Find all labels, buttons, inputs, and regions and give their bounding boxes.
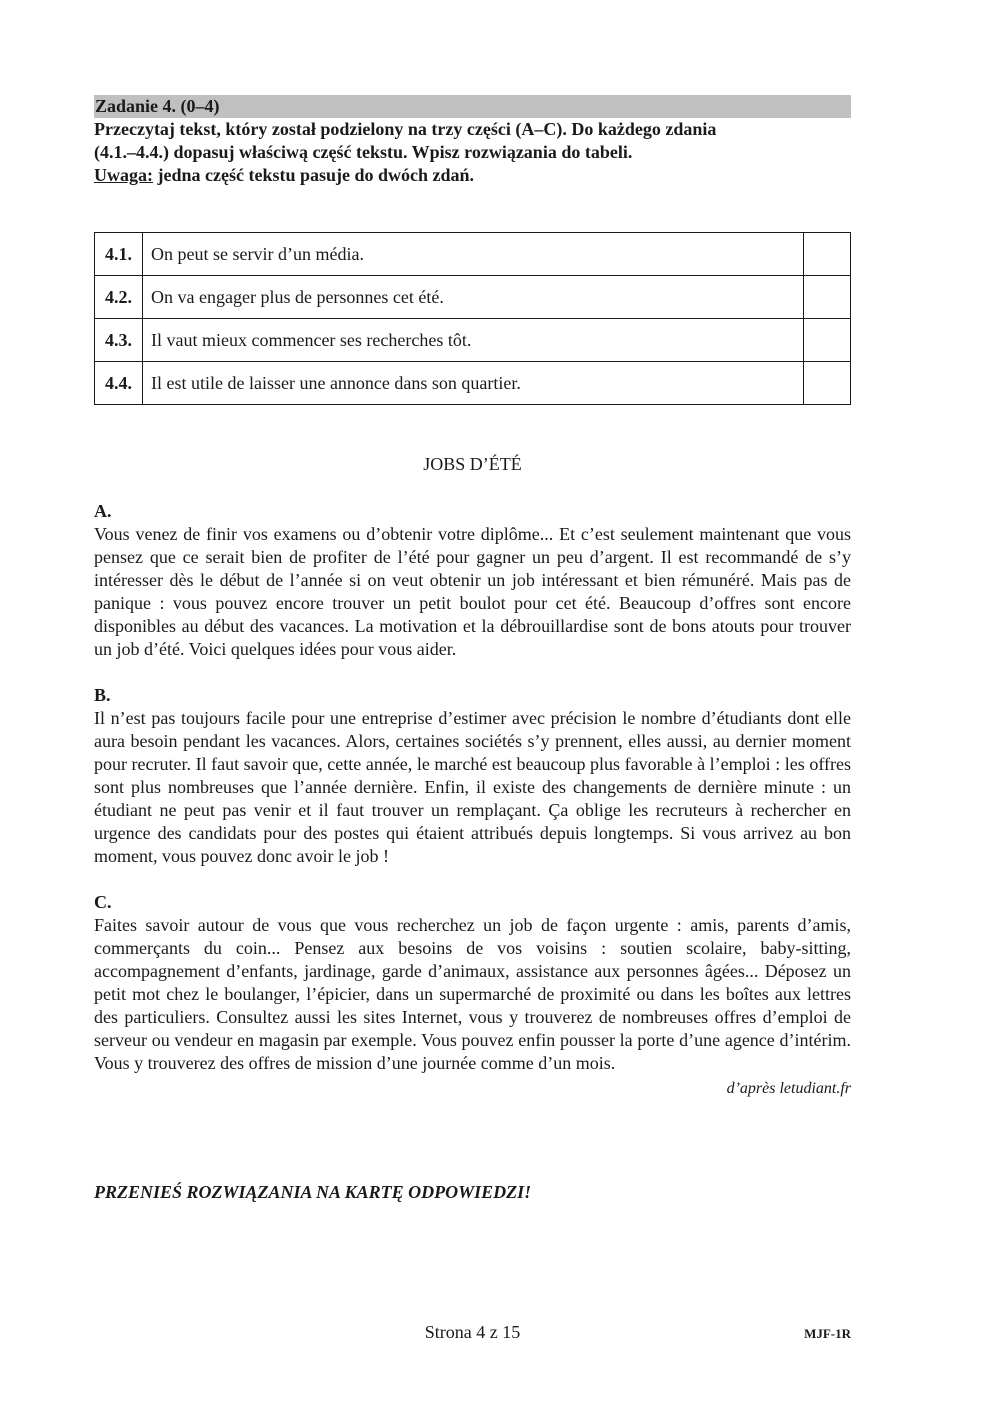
- answer-cell[interactable]: [804, 276, 851, 319]
- answer-cell[interactable]: [804, 233, 851, 276]
- section-c: [94, 891, 851, 1075]
- section-a: [94, 500, 851, 661]
- exam-code: MJF-1R: [804, 1326, 851, 1341]
- instruction-line: Przeczytaj tekst, który został podzielony na trzy części (A–C). Do każdego zdania: [94, 119, 717, 139]
- answer-cell[interactable]: [804, 319, 851, 362]
- page-number: Strona 4 z 15: [424, 1322, 521, 1342]
- table-row: [95, 362, 851, 405]
- section-text: Faites savoir autour de vous que vous recherchez un job de façon urgente : amis, parents d’amis, commerçants du coin... Pensez aux besoins de vos voisins : soutien scolaire, baby-sitting, accompagnement d’enfants, jardinage, garde d’animaux, assistance aux personnes âgées... Déposez un petit mot chez le boulanger, l’épicier, dans un supermarché de proximité ou dans les boîtes aux lettres des particuliers. Consultez aussi les sites Internet, vous y trouverez de nombreuses offres d’emploi de serveur ou vendeur en magasin par exemple. Vous pouvez enfin pousser la porte d’une agence d’intérim. Vous y trouverez des offres de mission d’une journée comme d’un mois.: [94, 915, 851, 1073]
- statement-text: On peut se servir d’un média.: [143, 233, 804, 276]
- article: [94, 453, 851, 1100]
- warning-label: Uwaga:: [94, 165, 153, 185]
- article-title: JOBS D’ÉTÉ: [423, 454, 522, 474]
- task-instructions: [94, 118, 851, 187]
- section-label: C.: [94, 892, 112, 912]
- table-row: [95, 233, 851, 276]
- statement-number: 4.2.: [95, 276, 143, 319]
- table-row: [95, 276, 851, 319]
- statement-number: 4.4.: [95, 362, 143, 405]
- exam-page: [94, 95, 851, 1342]
- instruction-line: (4.1.–4.4.) dopasuj właściwą część tekstu. Wpisz rozwiązania do tabeli.: [94, 142, 633, 162]
- warning-line: [94, 164, 851, 187]
- article-source: d’après letudiant.fr: [726, 1080, 851, 1097]
- statement-text: Il vaut mieux commencer ses recherches tôt.: [143, 319, 804, 362]
- section-label: A.: [94, 501, 112, 521]
- answer-cell[interactable]: [804, 362, 851, 405]
- warning-text: jedna część tekstu pasuje do dwóch zdań.: [153, 165, 475, 185]
- statement-text: Il est utile de laisser une annonce dans son quartier.: [143, 362, 804, 405]
- statements-table: [94, 232, 851, 405]
- table-row: [95, 319, 851, 362]
- section-text: Vous venez de finir vos examens ou d’obtenir votre diplôme... Et c’est seulement maintenant que vous pensez que ce serait bien de profiter de l’été pour gagner un peu d’argent. Il est recommandé de s’y intéresser dès le début de l’année si on veut obtenir un job intéressant et bien rémunéré. Mais pas de panique : vous pouvez encore trouver un petit boulot pour cet été. Beaucoup d’offres sont encore disponibles au début des vacances. La motivation et la débrouillardise sont de bons atouts pour trouver un job d’été. Voici quelques idées pour vous aider.: [94, 524, 851, 659]
- statement-number: 4.3.: [95, 319, 143, 362]
- statement-number: 4.1.: [95, 233, 143, 276]
- section-label: B.: [94, 685, 111, 705]
- transfer-note: PRZENIEŚ ROZWIĄZANIA NA KARTĘ ODPOWIEDZI!: [94, 1182, 532, 1202]
- statement-text: On va engager plus de personnes cet été.: [143, 276, 804, 319]
- section-text: Il n’est pas toujours facile pour une entreprise d’estimer avec précision le nombre d’étudiants dont elle aura besoin pendant les vacances. Alors, certaines sociétés s’y prennent, elles aussi, au dernier moment pour recruter. Il faut savoir que, cette année, le marché est beaucoup plus favorable à l’emploi : les offres sont plus nombreuses que l’année dernière. Enfin, il existe des changements de dernière minute : un étudiant ne peut pas venir et il faut trouver un remplaçant. Ça oblige les recruteurs à rechercher en urgence des candidats pour des postes qui étaient attribués depuis longtemps. Si vous arrivez au bon moment, vous pouvez donc avoir le job !: [94, 708, 851, 866]
- section-b: [94, 684, 851, 868]
- task-header: Zadanie 4. (0–4): [94, 95, 851, 118]
